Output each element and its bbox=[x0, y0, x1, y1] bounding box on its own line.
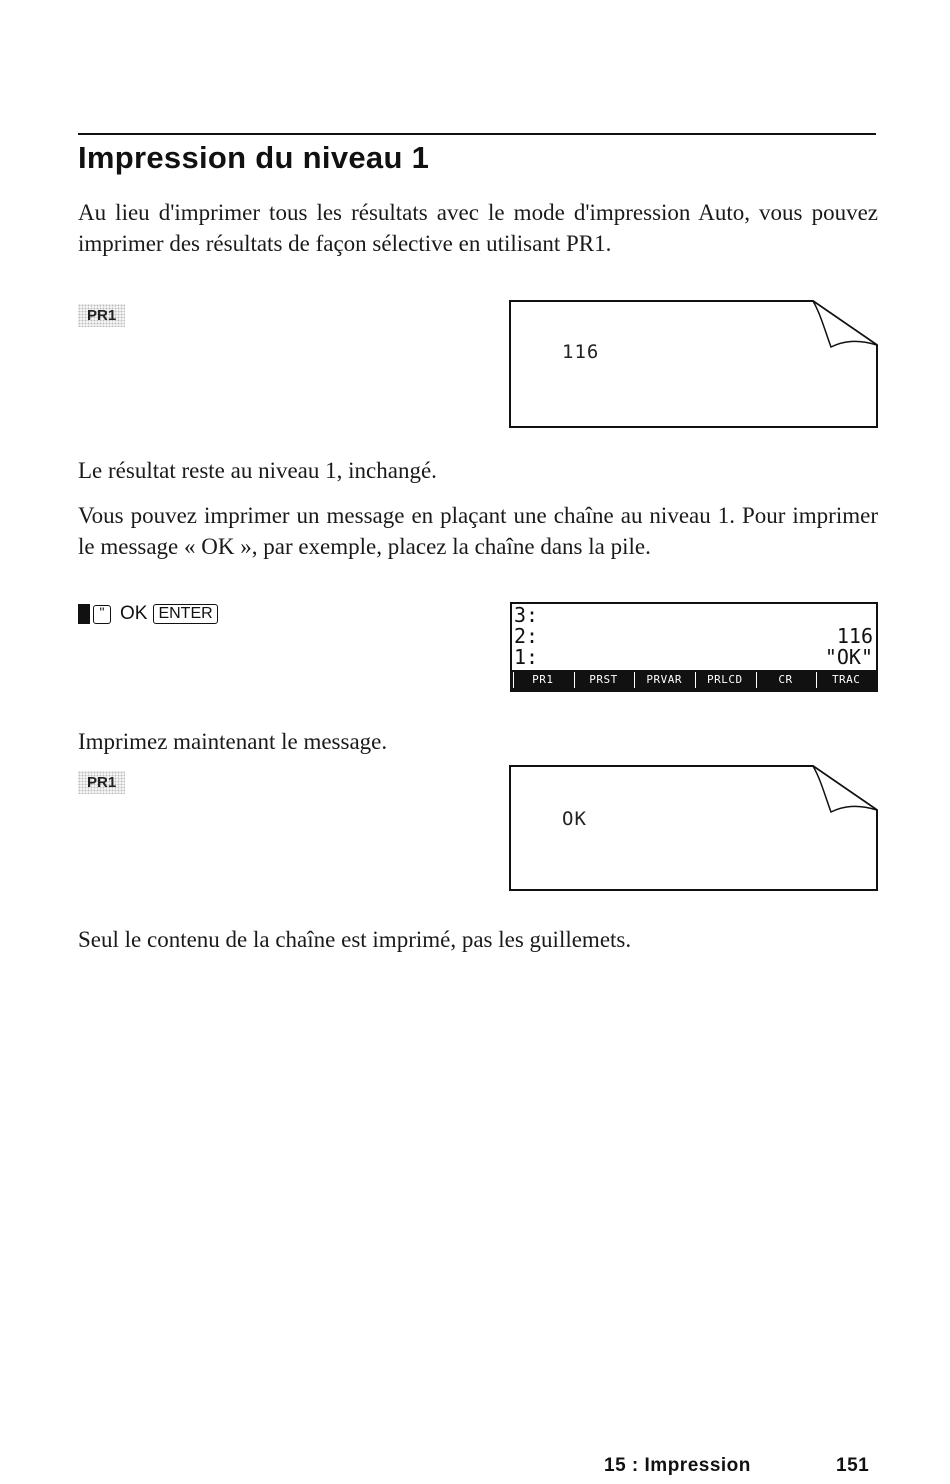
printout-text: OK bbox=[562, 808, 587, 830]
calculator-display bbox=[510, 602, 878, 692]
stack-level-label: 1: bbox=[514, 645, 539, 669]
keystroke-sequence bbox=[78, 602, 218, 626]
print-now-paragraph: Imprimez maintenant le message. bbox=[78, 729, 388, 754]
section-heading: Impression du niveau 1 bbox=[78, 140, 430, 175]
menu-key-prvar: PRVAR bbox=[634, 672, 693, 688]
left-shift-key-icon bbox=[78, 604, 90, 624]
menu-key-prlcd: PRLCD bbox=[695, 672, 754, 688]
typed-text: OK bbox=[120, 603, 148, 624]
pr1-softkey: PR1 bbox=[78, 304, 125, 327]
pr1-softkey: PR1 bbox=[78, 771, 125, 794]
stack-level-label: 2: bbox=[514, 624, 539, 648]
stack-level-3 bbox=[514, 605, 873, 626]
printout-text: 116 bbox=[562, 341, 600, 363]
stack-level-2 bbox=[514, 626, 873, 647]
page-number: 151 bbox=[836, 1455, 870, 1476]
menu-key-cr: CR bbox=[756, 672, 815, 688]
paper-outline bbox=[507, 297, 879, 429]
quote-key: " bbox=[93, 605, 111, 624]
menu-key-prst: PRST bbox=[574, 672, 633, 688]
menu-key-trac: TRAC bbox=[816, 672, 875, 688]
chapter-footer: 15 : Impression bbox=[604, 1455, 751, 1476]
intro-paragraph: Au lieu d'imprimer tous les résultats avec le mode d'impression Auto, vous pouvez imprimer des résultats de façon sélective en utilisant PR1. bbox=[78, 200, 878, 256]
stack-level-label: 3: bbox=[514, 603, 539, 627]
softkey-menu bbox=[512, 670, 876, 690]
enter-key: ENTER bbox=[153, 604, 217, 624]
printout-paper bbox=[507, 762, 879, 892]
stack-level-value: 116 bbox=[836, 624, 873, 648]
result-paragraph: Le résultat reste au niveau 1, inchangé. bbox=[78, 458, 437, 483]
stack-level-1 bbox=[514, 647, 873, 668]
string-paragraph: Vous pouvez imprimer un message en plaçant une chaîne au niveau 1. Pour imprimer le message « OK », par exemple, placez la chaîne dans la pile. bbox=[78, 503, 878, 559]
closing-paragraph: Seul le contenu de la chaîne est imprimé, pas les guillemets. bbox=[78, 927, 632, 952]
printout-paper bbox=[507, 297, 879, 429]
menu-key-pr1: PR1 bbox=[513, 672, 572, 688]
top-rule bbox=[78, 133, 876, 135]
stack-level-value: "OK" bbox=[824, 645, 873, 669]
